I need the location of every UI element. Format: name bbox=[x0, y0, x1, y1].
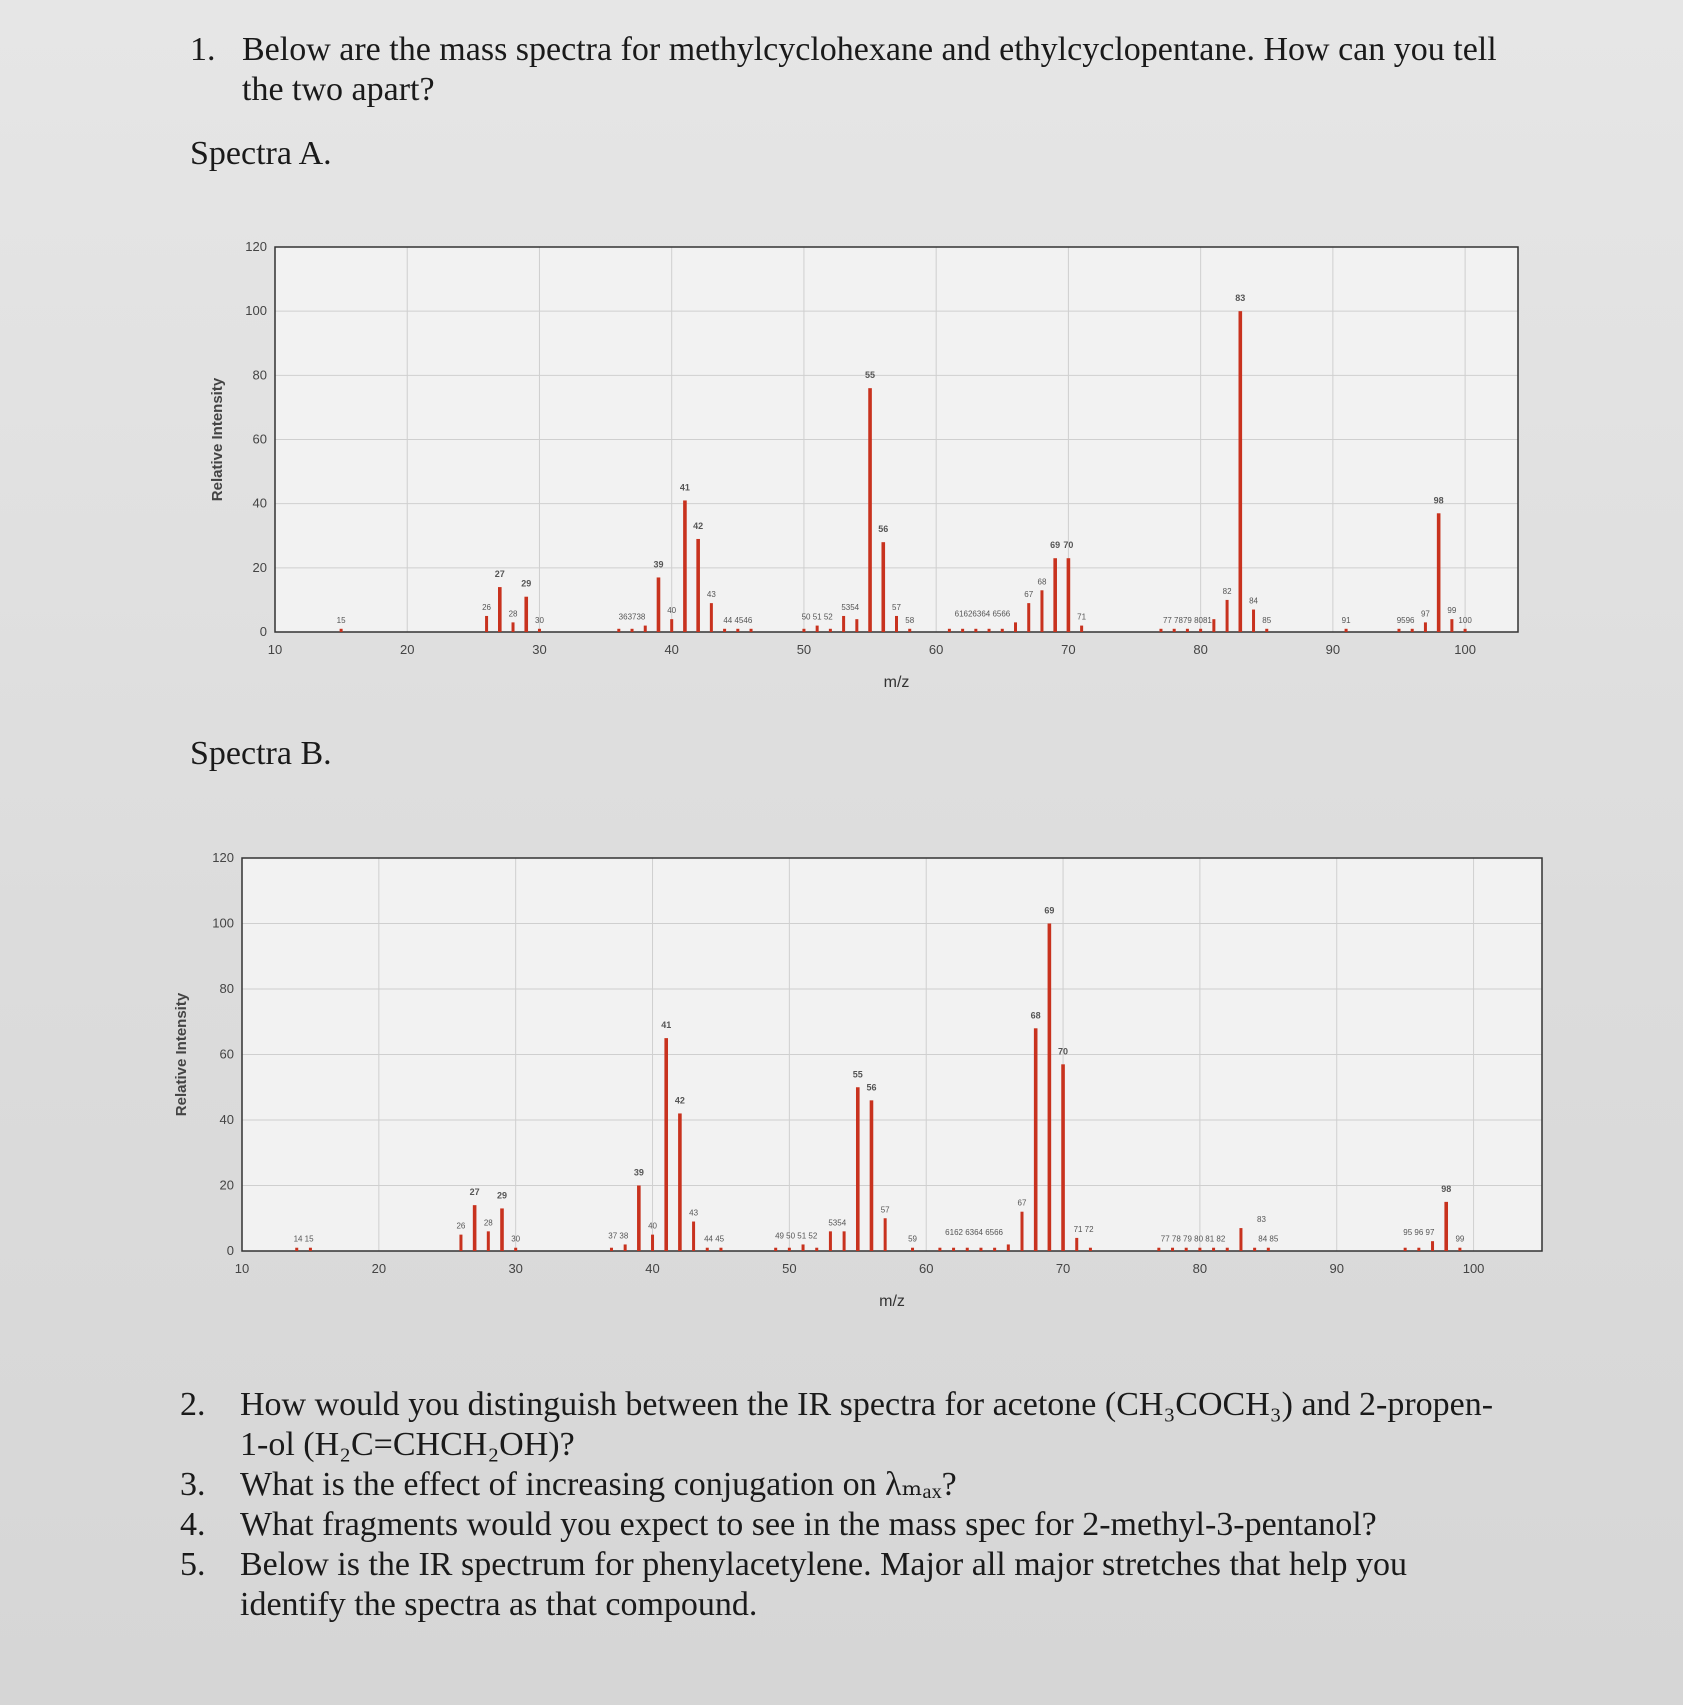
peak-label: 55 bbox=[865, 370, 876, 381]
minor-peak-bar bbox=[736, 629, 739, 632]
minor-peak-bar bbox=[802, 1244, 805, 1251]
x-axis-label: m/z bbox=[883, 674, 910, 691]
minor-peak-bar bbox=[1159, 629, 1162, 632]
minor-peak-bar bbox=[988, 629, 991, 632]
minor-peak-bar bbox=[1212, 619, 1215, 632]
minor-peak-label: 9596 bbox=[1396, 615, 1415, 625]
minor-peak-label: 59 bbox=[908, 1234, 917, 1244]
question-number: 3. bbox=[180, 1466, 206, 1503]
minor-peak-bar bbox=[309, 1248, 312, 1251]
minor-peak-bar bbox=[1267, 1248, 1270, 1251]
minor-peak-bar bbox=[1173, 629, 1176, 632]
question-text: What is the effect of increasing conjugation on λₘₐₓ? bbox=[240, 1466, 957, 1503]
minor-peak-bar bbox=[459, 1235, 462, 1251]
mass-spectrum-a-plot bbox=[200, 235, 1540, 695]
y-tick-label: 60 bbox=[219, 1046, 234, 1062]
minor-peak-bar bbox=[1404, 1248, 1407, 1251]
minor-peak-label: 71 bbox=[1077, 612, 1087, 622]
minor-peak-bar bbox=[719, 1248, 722, 1251]
y-tick-label: 120 bbox=[245, 239, 267, 254]
peak-label: 56 bbox=[866, 1082, 877, 1093]
minor-peak-bar bbox=[938, 1248, 941, 1251]
minor-peak-bar bbox=[948, 629, 951, 632]
minor-peak-bar bbox=[1007, 1244, 1010, 1251]
minor-peak-bar bbox=[670, 619, 673, 632]
minor-peak-label: 44 45 bbox=[704, 1234, 725, 1244]
minor-peak-bar bbox=[1171, 1248, 1174, 1251]
minor-peak-bar bbox=[1198, 1248, 1201, 1251]
minor-peak-bar bbox=[1075, 1238, 1078, 1251]
minor-peak-bar bbox=[1411, 629, 1414, 632]
minor-peak-bar bbox=[295, 1248, 298, 1251]
y-tick-label: 0 bbox=[259, 624, 267, 639]
question-5 bbox=[180, 1545, 1500, 1625]
minor-peak-bar bbox=[710, 603, 713, 632]
minor-peak-label: 26 bbox=[456, 1221, 466, 1231]
minor-peak-bar bbox=[1239, 1228, 1242, 1251]
question-number: 1. bbox=[190, 31, 216, 68]
x-tick-label: 60 bbox=[918, 1261, 934, 1276]
minor-peak-bar bbox=[644, 626, 647, 632]
minor-peak-bar bbox=[750, 629, 753, 632]
minor-peak-bar bbox=[788, 1248, 791, 1251]
minor-peak-label: 84 85 bbox=[1258, 1234, 1279, 1244]
minor-peak-label: 43 bbox=[706, 590, 716, 600]
minor-peak-label: 77 78 79 80 81 82 bbox=[1160, 1234, 1226, 1244]
peak-bar bbox=[664, 1038, 668, 1251]
minor-peak-label: 57 bbox=[880, 1205, 890, 1215]
minor-peak-bar bbox=[610, 1248, 613, 1251]
peak-bar bbox=[678, 1113, 682, 1251]
minor-peak-bar bbox=[895, 616, 898, 632]
question-number: 2. bbox=[180, 1386, 206, 1423]
y-axis-label: Relative Intensity bbox=[173, 992, 190, 1117]
x-tick-label: 30 bbox=[532, 642, 547, 657]
peak-bar bbox=[683, 500, 687, 632]
minor-peak-label: 363738 bbox=[618, 612, 646, 622]
x-tick-label: 10 bbox=[267, 642, 283, 657]
minor-peak-bar bbox=[1431, 1241, 1434, 1251]
minor-peak-label: 82 bbox=[1222, 586, 1232, 596]
minor-peak-bar bbox=[829, 629, 832, 632]
minor-peak-bar bbox=[993, 1248, 996, 1251]
minor-peak-label: 26 bbox=[482, 602, 492, 612]
minor-peak-bar bbox=[631, 629, 634, 632]
question-4 bbox=[180, 1505, 1500, 1545]
minor-peak-bar bbox=[706, 1248, 709, 1251]
minor-peak-bar bbox=[1157, 1248, 1160, 1251]
y-tick-label: 100 bbox=[212, 915, 234, 931]
minor-peak-bar bbox=[692, 1222, 695, 1251]
question-text: How would you distinguish between the IR spectra for acetone (CH₃COCH₃) and 2-propen-1-ol (H₂C=CHCH₂OH)? bbox=[240, 1386, 1494, 1463]
minor-peak-label: 40 bbox=[648, 1221, 657, 1231]
minor-peak-bar bbox=[485, 616, 488, 632]
minor-peak-label: 83 bbox=[1257, 1215, 1266, 1225]
minor-peak-label: 49 50 51 52 bbox=[775, 1231, 818, 1241]
minor-peak-bar bbox=[974, 629, 977, 632]
minor-peak-label: 43 bbox=[689, 1208, 699, 1218]
minor-peak-bar bbox=[1424, 622, 1427, 632]
minor-peak-bar bbox=[829, 1231, 832, 1251]
peak-bar bbox=[1067, 558, 1071, 632]
minor-peak-label: 71 72 bbox=[1073, 1224, 1094, 1234]
peak-label: 39 bbox=[653, 559, 664, 570]
minor-peak-label: 14 15 bbox=[293, 1234, 314, 1244]
minor-peak-bar bbox=[1186, 629, 1189, 632]
minor-peak-bar bbox=[1199, 629, 1202, 632]
minor-peak-bar bbox=[908, 629, 911, 632]
minor-peak-bar bbox=[1089, 1248, 1092, 1251]
peak-bar bbox=[1437, 513, 1441, 632]
peak-label: 68 bbox=[1030, 1010, 1041, 1021]
peak-bar bbox=[1053, 558, 1057, 632]
minor-peak-bar bbox=[774, 1248, 777, 1251]
minor-peak-bar bbox=[1226, 600, 1229, 632]
minor-peak-bar bbox=[1252, 610, 1255, 632]
minor-peak-label: 5354 bbox=[828, 1218, 847, 1228]
minor-peak-label: 57 bbox=[892, 602, 901, 612]
minor-peak-bar bbox=[651, 1235, 654, 1251]
x-tick-label: 40 bbox=[645, 1261, 660, 1276]
x-tick-label: 100 bbox=[1462, 1261, 1485, 1276]
minor-peak-label: 40 bbox=[667, 606, 677, 616]
minor-peak-label: 6162 6364 6566 bbox=[945, 1228, 1004, 1238]
minor-peak-label: 97 bbox=[1420, 609, 1430, 619]
peak-label: 83 bbox=[1235, 293, 1246, 304]
x-tick-label: 70 bbox=[1061, 642, 1076, 657]
minor-peak-bar bbox=[911, 1248, 914, 1251]
y-tick-label: 40 bbox=[219, 1112, 234, 1127]
peak-bar bbox=[524, 597, 528, 632]
peak-label: 70 bbox=[1058, 1046, 1069, 1057]
minor-peak-bar bbox=[1226, 1248, 1229, 1251]
minor-peak-bar bbox=[952, 1248, 955, 1251]
minor-peak-bar bbox=[884, 1218, 887, 1251]
peak-bar bbox=[1444, 1202, 1448, 1251]
peak-label: 70 bbox=[1063, 540, 1074, 551]
peak-bar bbox=[696, 539, 700, 632]
minor-peak-label: 85 bbox=[1262, 615, 1272, 625]
spectra-a-label: Spectra A. bbox=[190, 135, 332, 172]
peak-bar bbox=[870, 1100, 874, 1251]
question-number: 5. bbox=[180, 1546, 206, 1583]
minor-peak-bar bbox=[1080, 626, 1083, 632]
minor-peak-label: 77 7879 8081 bbox=[1162, 615, 1212, 625]
question-list bbox=[180, 1385, 1500, 1625]
mass-spectrum-a bbox=[200, 235, 1540, 695]
peak-label: 41 bbox=[661, 1020, 672, 1031]
minor-peak-label: 58 bbox=[905, 615, 915, 625]
x-tick-label: 70 bbox=[1055, 1261, 1071, 1276]
minor-peak-label: 44 4546 bbox=[723, 615, 753, 625]
y-tick-label: 80 bbox=[219, 981, 234, 996]
minor-peak-bar bbox=[966, 1248, 969, 1251]
minor-peak-bar bbox=[1458, 1248, 1461, 1251]
mass-spectrum-b-plot bbox=[170, 850, 1550, 1320]
y-tick-label: 0 bbox=[226, 1243, 234, 1258]
minor-peak-label: 100 bbox=[1458, 615, 1472, 625]
peak-bar bbox=[637, 1186, 641, 1252]
minor-peak-label: 15 bbox=[336, 615, 346, 625]
minor-peak-bar bbox=[487, 1231, 490, 1251]
x-tick-label: 10 bbox=[234, 1261, 250, 1276]
minor-peak-bar bbox=[1450, 619, 1453, 632]
minor-peak-bar bbox=[340, 629, 343, 632]
peak-label: 69 bbox=[1050, 540, 1061, 551]
x-tick-label: 40 bbox=[664, 642, 679, 657]
minor-peak-label: 28 bbox=[508, 609, 518, 619]
minor-peak-bar bbox=[1397, 629, 1400, 632]
minor-peak-bar bbox=[538, 629, 541, 632]
minor-peak-bar bbox=[624, 1244, 627, 1251]
minor-peak-bar bbox=[1001, 629, 1004, 632]
x-tick-label: 60 bbox=[928, 642, 944, 657]
peak-bar bbox=[1034, 1028, 1038, 1251]
peak-bar bbox=[856, 1087, 860, 1251]
peak-label: 42 bbox=[674, 1095, 685, 1106]
minor-peak-label: 99 bbox=[1455, 1234, 1465, 1244]
minor-peak-bar bbox=[843, 1231, 846, 1251]
minor-peak-bar bbox=[1253, 1248, 1256, 1251]
question-2 bbox=[180, 1385, 1500, 1465]
y-tick-label: 20 bbox=[219, 1177, 234, 1193]
minor-peak-label: 30 bbox=[511, 1234, 521, 1244]
minor-peak-bar bbox=[1417, 1248, 1420, 1251]
minor-peak-bar bbox=[1014, 622, 1017, 632]
minor-peak-label: 91 bbox=[1341, 615, 1351, 625]
minor-peak-label: 68 bbox=[1037, 577, 1047, 587]
peak-label: 39 bbox=[633, 1167, 644, 1178]
question-text: What fragments would you expect to see in the mass spec for 2-methyl-3-pentanol? bbox=[240, 1506, 1377, 1543]
peak-bar bbox=[1239, 311, 1243, 632]
minor-peak-label: 67 bbox=[1017, 1198, 1027, 1208]
peak-bar bbox=[657, 577, 661, 632]
y-tick-label: 40 bbox=[252, 495, 267, 511]
minor-peak-bar bbox=[1027, 603, 1030, 632]
x-tick-label: 100 bbox=[1454, 642, 1476, 657]
peak-bar bbox=[498, 587, 502, 632]
minor-peak-bar bbox=[855, 619, 858, 632]
minor-peak-bar bbox=[1265, 629, 1268, 632]
peak-label: 55 bbox=[852, 1069, 863, 1080]
x-tick-label: 20 bbox=[399, 642, 415, 657]
peak-label: 56 bbox=[878, 524, 889, 535]
peak-bar bbox=[473, 1205, 477, 1251]
minor-peak-bar bbox=[979, 1248, 982, 1251]
peak-label: 69 bbox=[1044, 905, 1055, 916]
y-tick-label: 120 bbox=[212, 850, 234, 865]
minor-peak-bar bbox=[1185, 1248, 1188, 1251]
minor-peak-bar bbox=[617, 629, 620, 632]
minor-peak-label: 84 bbox=[1249, 596, 1258, 606]
peak-label: 42 bbox=[693, 520, 704, 531]
minor-peak-label: 67 bbox=[1024, 590, 1034, 600]
question-text: Below are the mass spectra for methylcyclohexane and ethylcyclopentane. How can you tell the two apart? bbox=[242, 31, 1497, 108]
peak-label: 41 bbox=[679, 482, 690, 493]
minor-peak-bar bbox=[961, 629, 964, 632]
minor-peak-bar bbox=[816, 626, 819, 632]
minor-peak-label: 50 51 52 bbox=[801, 612, 833, 622]
minor-peak-bar bbox=[723, 629, 726, 632]
minor-peak-bar bbox=[1212, 1248, 1215, 1251]
x-tick-label: 30 bbox=[508, 1261, 523, 1276]
minor-peak-label: 37 38 bbox=[608, 1231, 629, 1241]
y-tick-label: 20 bbox=[252, 559, 267, 575]
minor-peak-label: 99 bbox=[1447, 606, 1457, 616]
minor-peak-bar bbox=[1464, 629, 1467, 632]
x-tick-label: 90 bbox=[1329, 1261, 1344, 1276]
peak-label: 98 bbox=[1441, 1183, 1452, 1194]
peak-bar bbox=[500, 1208, 504, 1251]
y-tick-label: 60 bbox=[252, 431, 267, 447]
minor-peak-bar bbox=[1345, 629, 1348, 632]
mass-spectrum-b bbox=[170, 850, 1550, 1320]
minor-peak-label: 61626364 6566 bbox=[954, 609, 1011, 619]
minor-peak-bar bbox=[1021, 1212, 1024, 1251]
spectra-b-label: Spectra B. bbox=[190, 735, 332, 772]
minor-peak-bar bbox=[514, 1248, 517, 1251]
peak-label: 29 bbox=[521, 578, 532, 589]
x-axis-label: m/z bbox=[879, 1293, 905, 1310]
peak-bar bbox=[1048, 924, 1052, 1252]
peak-label: 27 bbox=[494, 569, 505, 580]
peak-label: 98 bbox=[1433, 495, 1444, 506]
minor-peak-bar bbox=[842, 616, 845, 632]
x-tick-label: 20 bbox=[371, 1261, 387, 1276]
minor-peak-bar bbox=[512, 622, 515, 632]
minor-peak-label: 95 96 97 bbox=[1403, 1228, 1435, 1238]
y-tick-label: 100 bbox=[245, 303, 267, 319]
peak-bar bbox=[881, 542, 885, 632]
minor-peak-bar bbox=[1040, 590, 1043, 632]
question-number: 4. bbox=[180, 1506, 206, 1543]
minor-peak-bar bbox=[815, 1248, 818, 1251]
y-axis-label: Relative Intensity bbox=[209, 377, 226, 502]
minor-peak-bar bbox=[802, 629, 805, 632]
y-tick-label: 80 bbox=[252, 367, 267, 383]
peak-bar bbox=[868, 388, 872, 632]
x-tick-label: 50 bbox=[796, 642, 812, 657]
minor-peak-label: 28 bbox=[483, 1218, 493, 1228]
x-tick-label: 80 bbox=[1192, 1261, 1208, 1276]
peak-label: 29 bbox=[496, 1190, 508, 1201]
minor-peak-label: 30 bbox=[535, 615, 544, 625]
question-3 bbox=[180, 1465, 1500, 1505]
peak-label: 27 bbox=[469, 1187, 480, 1198]
x-tick-label: 50 bbox=[782, 1261, 797, 1276]
x-tick-label: 90 bbox=[1325, 642, 1341, 657]
minor-peak-label: 5354 bbox=[841, 602, 860, 612]
peak-bar bbox=[1061, 1064, 1065, 1251]
x-tick-label: 80 bbox=[1193, 642, 1208, 657]
question-text: Below is the IR spectrum for phenylacetylene. Major all major stretches that help you identify the spectra as that compound. bbox=[240, 1546, 1407, 1623]
